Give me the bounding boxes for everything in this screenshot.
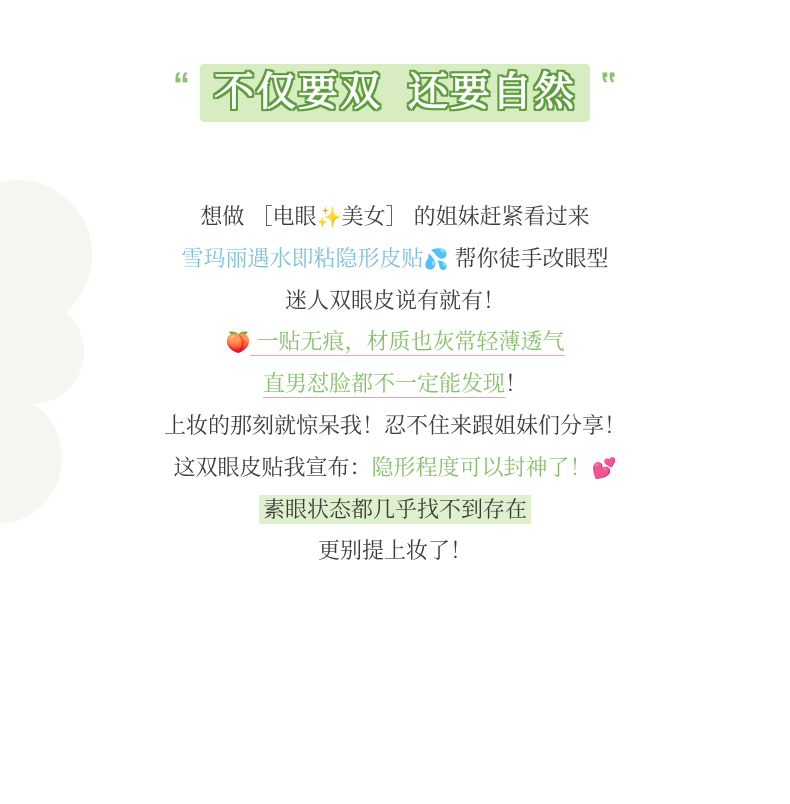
copy-line-7-text-b: 隐形程度可以封神了！	[371, 454, 592, 480]
droplets-icon: 💦	[423, 248, 449, 271]
open-quote-mark: “	[173, 66, 190, 104]
headline-band	[200, 64, 590, 122]
body-copy	[0, 196, 790, 572]
headline-part-2: 还要自然	[408, 69, 576, 115]
copy-line-6: 上妆的那刻就惊呆我！忍不住来跟姐妹们分享！	[163, 412, 626, 438]
copy-line-4-text-b: 轻薄透气	[476, 329, 565, 355]
copy-line-2-brand: 雪玛丽遇水即粘隐形皮贴	[181, 245, 424, 271]
copy-line-7-text-a: 这双眼皮贴我宣布：	[173, 454, 372, 480]
copy-line-5-text-a: 直男怼脸都不一定能发现	[262, 371, 505, 397]
copy-line-2	[46, 238, 744, 280]
hearts-icon: 💕	[591, 457, 617, 480]
copy-line-4-text-a: 一贴无痕，材质也灰常	[250, 329, 477, 355]
copy-line-4	[46, 321, 744, 363]
headline	[0, 62, 790, 124]
peach-icon: 🍑	[225, 332, 251, 355]
copy-line-7	[46, 447, 744, 489]
copy-line-1-text-b: 美女］ 的姐妹赶紧看过来	[341, 204, 590, 229]
copy-line-5	[46, 363, 744, 405]
copy-line-1-text-a: 想做 ［电眼	[200, 204, 317, 229]
copy-line-1	[46, 196, 744, 238]
copy-line-9: 更别提上妆了！	[317, 538, 472, 564]
promo-poster	[0, 62, 790, 804]
sparkles-icon: ✨	[316, 207, 342, 229]
copy-line-2-text-b: 帮你徒手改眼型	[448, 245, 609, 271]
copy-line-8-highlight: 素眼状态都几乎找不到存在	[259, 495, 531, 524]
copy-line-8	[46, 489, 744, 531]
copy-line-3: 迷人双眼皮说有就有！	[284, 287, 505, 313]
close-quote-mark: ”	[600, 66, 617, 104]
headline-part-1: 不仅要双	[214, 69, 382, 115]
copy-line-5-text-b: ！	[505, 371, 528, 397]
